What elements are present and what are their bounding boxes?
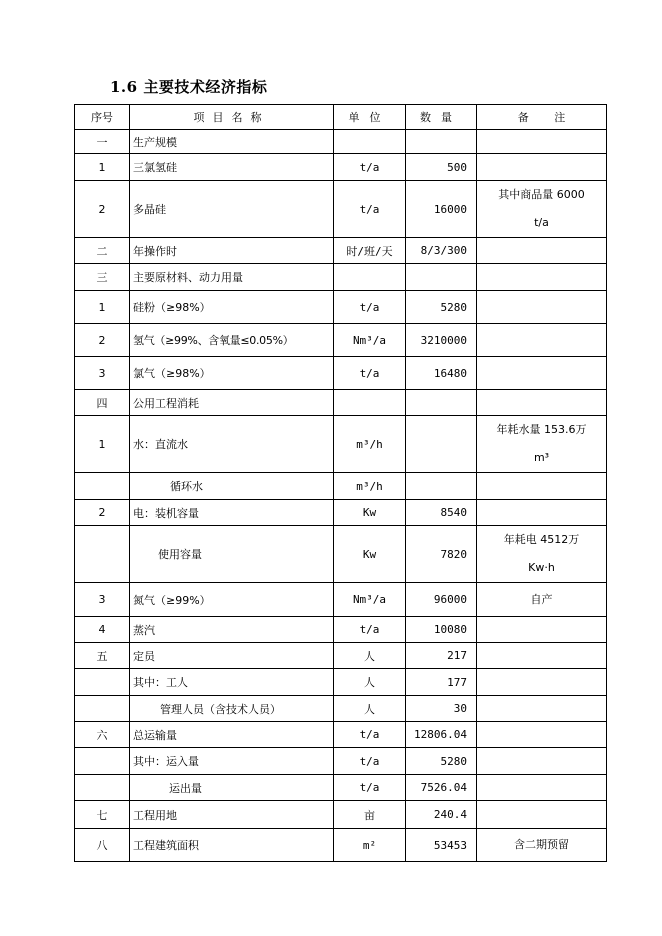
cell-note [477, 357, 607, 390]
cell-unit: Kw [334, 526, 406, 583]
header-note: 备 注 [477, 105, 607, 130]
cell-qty: 240.4 [406, 801, 477, 829]
cell-unit: m³/h [334, 416, 406, 473]
table-row [75, 643, 607, 669]
table-row [75, 617, 607, 643]
cell-item: 公用工程消耗 [130, 390, 334, 416]
cell-qty [406, 416, 477, 473]
note-line: 其中商品量 6000 [498, 188, 585, 201]
cell-unit [334, 264, 406, 291]
tech-econ-table [74, 104, 607, 862]
cell-note [477, 722, 607, 748]
cell-seq: 1 [75, 416, 130, 473]
table-row [75, 416, 607, 473]
table-row [75, 583, 607, 617]
cell-qty [406, 390, 477, 416]
table-header-row [75, 105, 607, 130]
cell-seq: 四 [75, 390, 130, 416]
cell-note [477, 801, 607, 829]
cell-qty: 5280 [406, 748, 477, 775]
cell-qty: 177 [406, 669, 477, 696]
header-unit: 单位 [334, 105, 406, 130]
cell-seq: 2 [75, 324, 130, 357]
cell-qty: 8540 [406, 500, 477, 526]
cell-item: 氮气（≥99%） [130, 583, 334, 617]
note-line: 年耗水量 153.6万 [496, 423, 587, 436]
cell-item: 多晶硅 [130, 181, 334, 238]
cell-note [477, 748, 607, 775]
cell-seq: 1 [75, 154, 130, 181]
table-row [75, 722, 607, 748]
cell-item: 管理人员（含技术人员） [130, 696, 334, 722]
cell-note [477, 264, 607, 291]
table-row [75, 357, 607, 390]
cell-item: 循环水 [130, 473, 334, 500]
cell-seq: 八 [75, 829, 130, 862]
cell-unit: 人 [334, 643, 406, 669]
table-row [75, 181, 607, 238]
table-row [75, 264, 607, 291]
note-line: 年耗电 4512万 [503, 533, 580, 546]
cell-item: 使用容量 [130, 526, 334, 583]
cell-seq: 七 [75, 801, 130, 829]
cell-seq: 一 [75, 130, 130, 154]
table-row [75, 775, 607, 801]
cell-seq [75, 696, 130, 722]
cell-item: 其中：工人 [130, 669, 334, 696]
cell-seq: 六 [75, 722, 130, 748]
cell-note [477, 390, 607, 416]
cell-unit: t/a [334, 181, 406, 238]
cell-unit: t/a [334, 775, 406, 801]
cell-unit: t/a [334, 748, 406, 775]
cell-note [477, 775, 607, 801]
cell-item: 运出量 [130, 775, 334, 801]
cell-unit: t/a [334, 617, 406, 643]
cell-seq: 2 [75, 181, 130, 238]
table-row [75, 130, 607, 154]
cell-seq [75, 473, 130, 500]
table-row [75, 696, 607, 722]
cell-item: 氯气（≥98%） [130, 357, 334, 390]
cell-item: 水：直流水 [130, 416, 334, 473]
table-row [75, 748, 607, 775]
cell-seq [75, 775, 130, 801]
cell-item: 生产规模 [130, 130, 334, 154]
cell-item: 其中：运入量 [130, 748, 334, 775]
cell-unit: t/a [334, 154, 406, 181]
cell-qty: 7820 [406, 526, 477, 583]
cell-seq: 五 [75, 643, 130, 669]
cell-note: 含二期预留 [477, 829, 607, 862]
cell-qty: 217 [406, 643, 477, 669]
table-row [75, 291, 607, 324]
table-row [75, 324, 607, 357]
cell-unit: Nm³/a [334, 583, 406, 617]
cell-unit: t/a [334, 291, 406, 324]
cell-unit [334, 130, 406, 154]
cell-item: 定员 [130, 643, 334, 669]
cell-unit: Kw [334, 500, 406, 526]
cell-unit: m³/h [334, 473, 406, 500]
cell-unit: t/a [334, 722, 406, 748]
cell-qty: 53453 [406, 829, 477, 862]
table-row [75, 500, 607, 526]
cell-qty: 16000 [406, 181, 477, 238]
cell-seq: 1 [75, 291, 130, 324]
cell-unit: m² [334, 829, 406, 862]
cell-qty [406, 473, 477, 500]
table-row [75, 526, 607, 583]
cell-note: 自产 [477, 583, 607, 617]
cell-note [477, 669, 607, 696]
cell-seq [75, 669, 130, 696]
cell-note [477, 291, 607, 324]
cell-unit: 人 [334, 669, 406, 696]
cell-note [477, 154, 607, 181]
cell-qty: 96000 [406, 583, 477, 617]
cell-seq [75, 748, 130, 775]
cell-unit: t/a [334, 357, 406, 390]
table-row [75, 801, 607, 829]
table-row [75, 154, 607, 181]
table-row [75, 390, 607, 416]
cell-seq [75, 526, 130, 583]
cell-item: 主要原材料、动力用量 [130, 264, 334, 291]
cell-note [477, 130, 607, 154]
cell-seq: 三 [75, 264, 130, 291]
cell-qty: 500 [406, 154, 477, 181]
cell-unit [334, 390, 406, 416]
cell-qty [406, 264, 477, 291]
cell-note [477, 696, 607, 722]
cell-note [477, 416, 607, 473]
cell-qty: 5280 [406, 291, 477, 324]
cell-note [477, 500, 607, 526]
cell-note [477, 617, 607, 643]
cell-item: 氢气（≥99%、含氧量≤0.05%） [130, 324, 334, 357]
cell-unit: 人 [334, 696, 406, 722]
cell-seq: 3 [75, 583, 130, 617]
cell-item: 电：装机容量 [130, 500, 334, 526]
header-item: 项目名称 [130, 105, 334, 130]
table-row [75, 473, 607, 500]
cell-qty: 7526.04 [406, 775, 477, 801]
cell-note [477, 324, 607, 357]
cell-item: 蒸汽 [130, 617, 334, 643]
cell-unit: 时/班/天 [334, 238, 406, 264]
cell-qty: 16480 [406, 357, 477, 390]
cell-note [477, 238, 607, 264]
cell-note [477, 643, 607, 669]
cell-unit: Nm³/a [334, 324, 406, 357]
cell-qty: 12806.04 [406, 722, 477, 748]
cell-item: 工程用地 [130, 801, 334, 829]
cell-seq: 3 [75, 357, 130, 390]
cell-note [477, 526, 607, 583]
cell-seq: 4 [75, 617, 130, 643]
table-row [75, 829, 607, 862]
cell-qty [406, 130, 477, 154]
cell-seq: 2 [75, 500, 130, 526]
cell-qty: 3210000 [406, 324, 477, 357]
cell-qty: 30 [406, 696, 477, 722]
note-line: Kw·h [528, 561, 555, 574]
cell-item: 三氯氢硅 [130, 154, 334, 181]
cell-item: 硅粉（≥98%） [130, 291, 334, 324]
section-heading: 1.6 主要技术经济指标 [110, 78, 268, 96]
note-line: m³ [533, 451, 550, 464]
cell-item: 年操作时 [130, 238, 334, 264]
cell-note [477, 473, 607, 500]
note-line: t/a [534, 216, 549, 229]
table-row [75, 669, 607, 696]
cell-note [477, 181, 607, 238]
cell-qty: 10080 [406, 617, 477, 643]
cell-seq: 二 [75, 238, 130, 264]
cell-unit: 亩 [334, 801, 406, 829]
table-row [75, 238, 607, 264]
cell-qty: 8/3/300 [406, 238, 477, 264]
cell-item: 总运输量 [130, 722, 334, 748]
cell-item: 工程建筑面积 [130, 829, 334, 862]
header-seq: 序号 [75, 105, 130, 130]
header-qty: 数量 [406, 105, 477, 130]
